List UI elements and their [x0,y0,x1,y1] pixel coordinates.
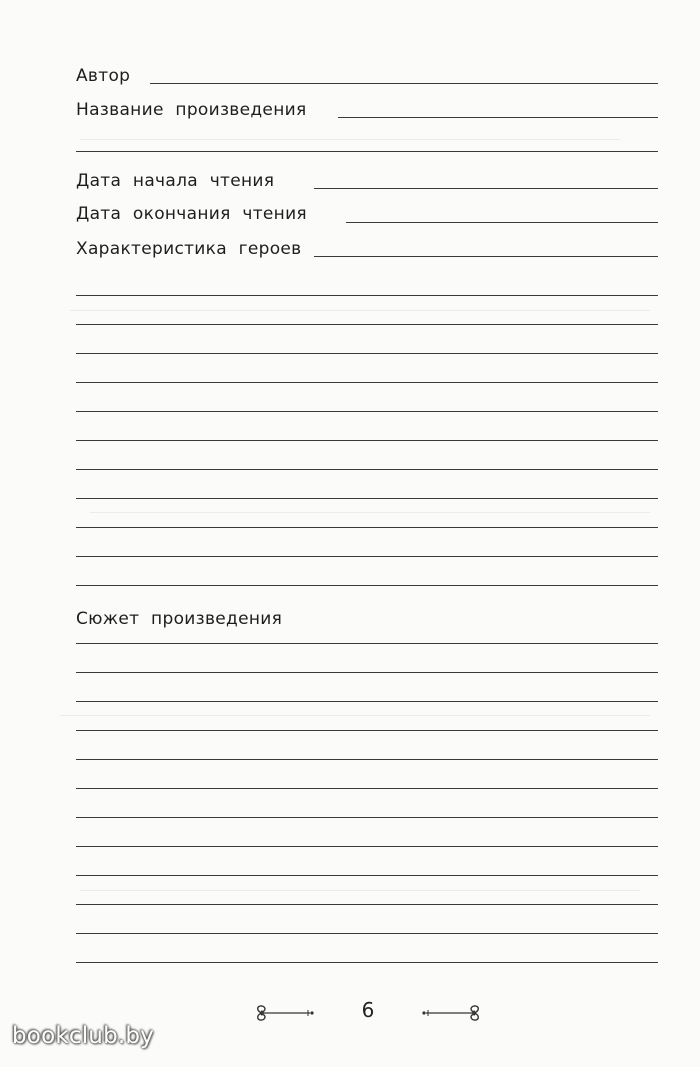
start-date-label: Дата начала чтения [76,171,275,191]
end-date-line[interactable] [346,222,658,223]
plot-line[interactable] [76,817,658,818]
plot-line[interactable] [76,672,658,673]
plot-line[interactable] [76,904,658,905]
title-label: Название произведения [76,100,307,120]
characters-line[interactable] [76,527,658,528]
show-through-texture [60,715,650,716]
characters-label: Характеристика героев [76,239,302,259]
author-label: Автор [76,66,131,86]
show-through-texture [90,512,650,513]
characters-line[interactable] [76,353,658,354]
plot-line[interactable] [76,933,658,934]
characters-line[interactable] [76,440,658,441]
plot-line[interactable] [76,788,658,789]
characters-line[interactable] [76,498,658,499]
watermark: bookclub.by [12,1023,154,1049]
plot-line[interactable] [76,759,658,760]
title-line[interactable] [338,117,658,118]
show-through-texture [70,310,650,311]
characters-line[interactable] [76,382,658,383]
characters-line[interactable] [76,411,658,412]
page-number: 6 [361,998,375,1022]
end-date-label: Дата окончания чтения [76,204,307,224]
scroll-ornament-icon [418,1002,484,1024]
plot-line[interactable] [76,643,658,644]
scroll-ornament-icon [252,1002,318,1024]
characters-line[interactable] [76,469,658,470]
plot-label: Сюжет произведения [76,609,283,629]
plot-line[interactable] [76,730,658,731]
author-line[interactable] [150,83,658,84]
show-through-texture [80,890,640,891]
start-date-line[interactable] [314,188,658,189]
plot-line[interactable] [76,701,658,702]
title-continuation-line[interactable] [76,151,658,152]
characters-line[interactable] [314,256,658,257]
show-through-texture [80,139,620,140]
characters-line[interactable] [76,585,658,586]
characters-line[interactable] [76,295,658,296]
characters-line[interactable] [76,556,658,557]
plot-line[interactable] [76,846,658,847]
plot-line[interactable] [76,875,658,876]
plot-line[interactable] [76,962,658,963]
characters-line[interactable] [76,324,658,325]
